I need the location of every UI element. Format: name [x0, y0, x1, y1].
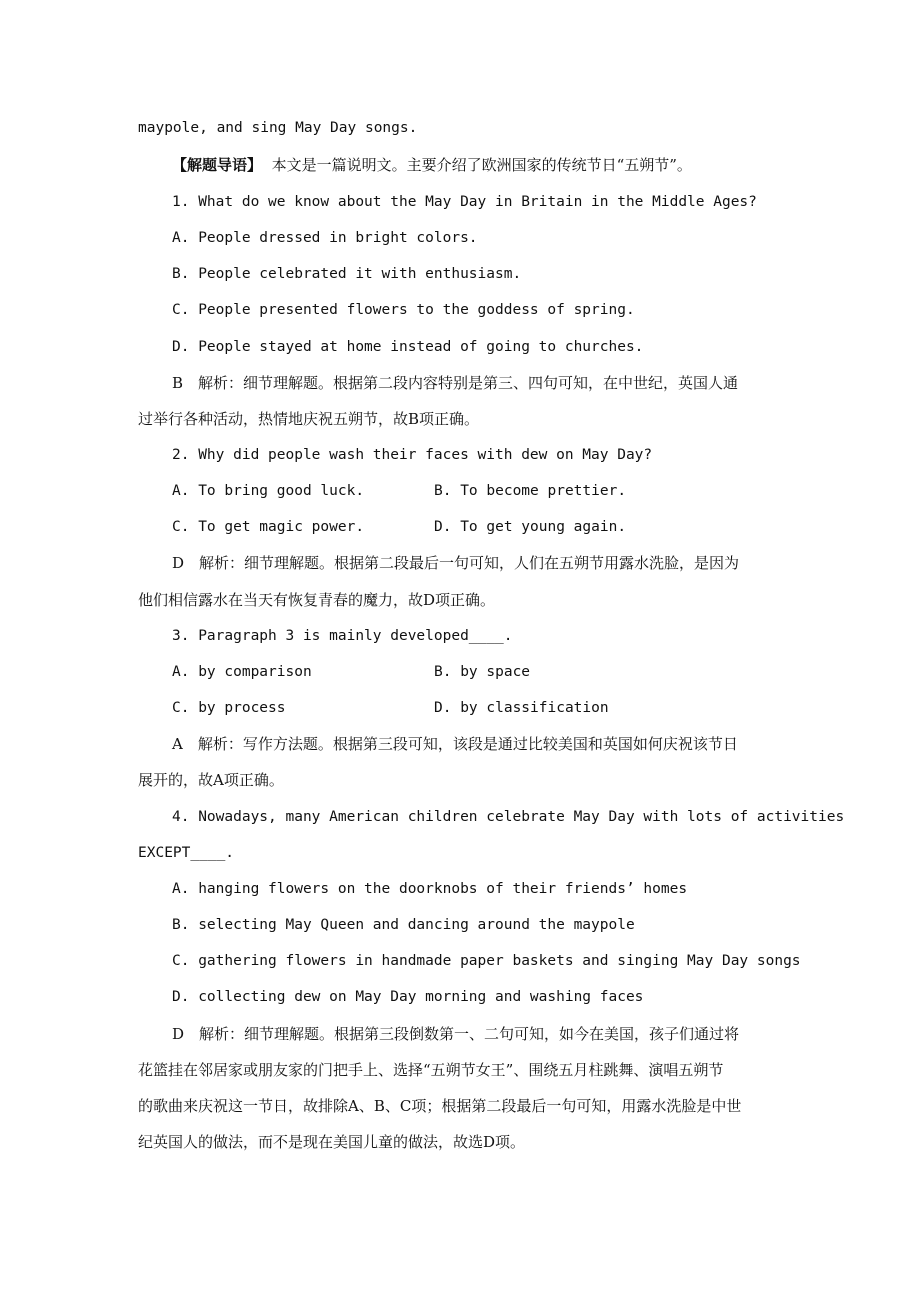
question-1-option-d: D. People stayed at home instead of going to churches.	[172, 339, 644, 355]
question-3-option-b: B. by space	[434, 664, 531, 680]
guide-label: 【解题导语】	[172, 156, 263, 174]
question-4-stem-line-2: EXCEPT____.	[138, 845, 235, 861]
question-4-option-a: A. hanging flowers on the doorknobs of their friends’ homes	[172, 881, 688, 897]
question-4-option-d: D. collecting dew on May Day morning and washing faces	[172, 989, 644, 1005]
question-1-stem: 1. What do we know about the May Day in Britain in the Middle Ages?	[172, 194, 757, 210]
question-4-explanation-line-3: 的歌曲来庆祝这一节日，故排除A、B、C项；根据第二段最后一句可知，用露水洗脸是中世	[138, 1097, 742, 1115]
question-3-explanation-line-1: A 解析：写作方法题。根据第三段可知，该段是通过比较美国和英国如何庆祝该节日	[172, 735, 738, 753]
question-4-explanation-line-2: 花篮挂在邻居家或朋友家的门把手上、选择“五朔节女王”、围绕五月柱跳舞、演唱五朔节	[138, 1061, 724, 1079]
question-2-explanation-line-1: D 解析：细节理解题。根据第二段最后一句可知，人们在五朔节用露水洗脸，是因为	[172, 554, 740, 572]
question-2-option-c: C. To get magic power.	[172, 519, 365, 535]
question-3-explanation-line-2: 展开的，故A项正确。	[138, 771, 284, 789]
guide-paragraph	[172, 155, 692, 175]
question-3-option-c: C. by process	[172, 700, 286, 716]
question-2-stem: 2. Why did people wash their faces with dew on May Day?	[172, 447, 653, 463]
question-1-option-c: C. People presented flowers to the goddess of spring.	[172, 302, 635, 318]
question-1-option-b: B. People celebrated it with enthusiasm.	[172, 266, 522, 282]
question-4-option-c: C. gathering flowers in handmade paper baskets and singing May Day songs	[172, 953, 801, 969]
question-3-option-d: D. by classification	[434, 700, 609, 716]
continuation-text: maypole, and sing May Day songs.	[138, 120, 418, 136]
question-4-explanation-line-4: 纪英国人的做法，而不是现在美国儿童的做法，故选D项。	[138, 1133, 526, 1151]
question-2-explanation-line-2: 他们相信露水在当天有恢复青春的魔力，故D项正确。	[138, 591, 496, 609]
question-1-option-a: A. People dressed in bright colors.	[172, 230, 478, 246]
question-2-option-d: D. To get young again.	[434, 519, 627, 535]
question-2-option-b: B. To become prettier.	[434, 483, 627, 499]
guide-text: 本文是一篇说明文。主要介绍了欧洲国家的传统节日“五朔节”。	[271, 156, 692, 174]
question-1-explanation-line-2: 过举行各种活动，热情地庆祝五朔节，故B项正确。	[138, 410, 480, 428]
question-4-stem-line-1: 4. Nowadays, many American children celebrate May Day with lots of activities	[172, 809, 845, 825]
question-2-option-a: A. To bring good luck.	[172, 483, 365, 499]
question-4-option-b: B. selecting May Queen and dancing around the maypole	[172, 917, 635, 933]
question-3-option-a: A. by comparison	[172, 664, 312, 680]
question-1-explanation-line-1: B 解析：细节理解题。根据第二段内容特别是第三、四句可知，在中世纪，英国人通	[172, 374, 739, 392]
question-4-explanation-line-1: D 解析：细节理解题。根据第三段倒数第一、二句可知，如今在美国，孩子们通过将	[172, 1025, 740, 1043]
question-3-stem: 3. Paragraph 3 is mainly developed____.	[172, 628, 513, 644]
